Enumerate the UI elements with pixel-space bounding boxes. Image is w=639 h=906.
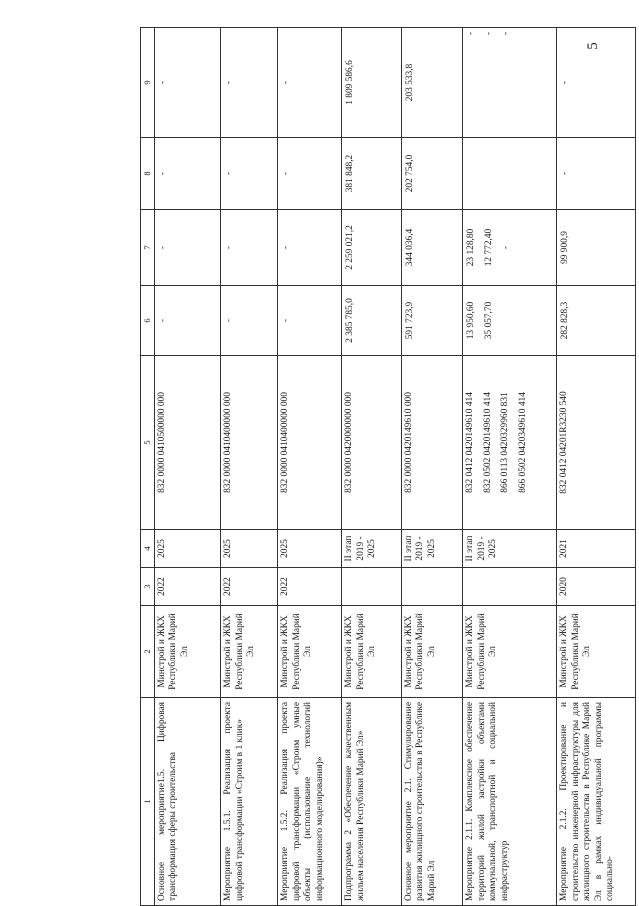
value-line: - — [466, 32, 477, 36]
value-cell-8 — [463, 138, 557, 210]
measure-name-cell: Основное мероприятие 2.1. Стимулирование развития жилищного строительства в Республике Марий Эл — [401, 698, 463, 906]
value-line: - — [501, 32, 512, 36]
period-cell: II этап 2019 - 2025 — [401, 530, 463, 568]
value-line: 23 128,80 — [466, 228, 477, 267]
value-cell-9: 1 809 586,6 — [342, 28, 401, 138]
value-cell-7 — [463, 210, 557, 286]
executor-cell: Минстрой и ЖКХ Республики Марий Эл — [557, 606, 636, 698]
value-line: 35 057,70 — [483, 301, 494, 340]
col-header-7: 7 — [141, 210, 155, 286]
value-cell-9: - — [278, 28, 342, 138]
budget-code-cell — [342, 356, 401, 530]
measure-name-cell: Основное мероприятие1.5. Цифровая трансформация сферы строительства — [155, 698, 221, 906]
start-year-cell: 2022 — [278, 568, 342, 606]
value-cell-9 — [463, 28, 557, 138]
value-cell-6 — [463, 286, 557, 356]
value-line: 13 950,60 — [466, 301, 477, 340]
value-line: - — [501, 245, 512, 250]
end-year-cell: 2025 — [155, 530, 221, 568]
measure-name-cell: Подпрограмма 2 «Обеспечение качественным жильем населения Республики Марий Эл» — [342, 698, 401, 906]
table-row — [463, 28, 557, 906]
value-cell-9: 203 533,8 — [401, 28, 463, 138]
table-row — [401, 28, 463, 906]
budget-code: 832 0000 0420000000 000 — [344, 392, 355, 493]
col-header-1: 1 — [141, 698, 155, 906]
executor-cell: Минстрой и ЖКХ Республики Марий Эл — [278, 606, 342, 698]
budget-code-cell — [278, 356, 342, 530]
budget-code: 832 0412 04201R3230 540 — [559, 391, 570, 494]
measure-name-cell: Мероприятие 1.5.1. Реализация проекта цифровой трансформации «Строим в 1 клик» — [221, 698, 278, 906]
end-year-cell: 2021 — [557, 530, 636, 568]
value-cell-8: - — [557, 138, 636, 210]
program-financing-table — [140, 27, 636, 906]
budget-code: 866 0502 0420349610 414 — [517, 392, 528, 493]
end-year-cell: 2025 — [278, 530, 342, 568]
col-header-8: 8 — [141, 138, 155, 210]
col-header-5: 5 — [141, 356, 155, 530]
budget-code: 832 0000 0410400000 000 — [280, 392, 291, 493]
table-row — [342, 28, 401, 906]
value-cell-6: - — [221, 286, 278, 356]
value-cell-7: - — [221, 210, 278, 286]
start-year-cell: 2020 — [557, 568, 636, 606]
page-number: 5 — [585, 42, 601, 50]
value-cell-7: 2 259 021,2 — [342, 210, 401, 286]
measure-name-cell: Мероприятие 2.1.2. Проектирование и строительство инженерной инфраструктуры для жилищного строительства в Республике Марий Эл в рамках индивидуальной программы социально- — [557, 698, 636, 906]
budget-code-cell — [557, 356, 636, 530]
budget-code: 832 0000 0410400000 000 — [223, 392, 234, 493]
table-row — [221, 28, 278, 906]
period-cell: II этап 2019 - 2025 — [463, 530, 557, 568]
start-year-cell — [463, 568, 557, 606]
value-cell-8: - — [221, 138, 278, 210]
start-year-cell — [342, 568, 401, 606]
measure-name-cell: Мероприятие 2.1.1. Комплексное обеспечение территорий жилой застройки объектами коммунальной, транспортной и социальной инфраструктур — [463, 698, 557, 906]
rotated-table-wrapper — [140, 28, 636, 906]
value-cell-9: - — [155, 28, 221, 138]
budget-code: 866 0113 0420329960 831 — [500, 392, 511, 493]
executor-cell: Минстрой и ЖКХ Республики Марий Эл — [342, 606, 401, 698]
value-cell-6: 2 385 785,0 — [342, 286, 401, 356]
col-header-6: 6 — [141, 286, 155, 356]
value-cell-7: - — [155, 210, 221, 286]
budget-code-cell — [155, 356, 221, 530]
value-cell-6: 282 828,3 — [557, 286, 636, 356]
value-line: - — [483, 32, 494, 36]
budget-code: 832 0502 0420149610 414 — [482, 392, 493, 493]
budget-code-cell — [463, 356, 557, 530]
value-line: 12 772,40 — [483, 228, 494, 267]
col-header-3: 3 — [141, 568, 155, 606]
end-year-cell: 2025 — [221, 530, 278, 568]
budget-code-cell — [221, 356, 278, 530]
value-cell-6: - — [155, 286, 221, 356]
table-row — [278, 28, 342, 906]
value-cell-9: - — [221, 28, 278, 138]
col-header-4: 4 — [141, 530, 155, 568]
value-cell-8: 381 848,2 — [342, 138, 401, 210]
start-year-cell — [401, 568, 463, 606]
col-header-2: 2 — [141, 606, 155, 698]
executor-cell: Минстрой и ЖКХ Республики Марий Эл — [221, 606, 278, 698]
start-year-cell: 2022 — [221, 568, 278, 606]
budget-code-cell — [401, 356, 463, 530]
budget-code: 832 0412 0420149610 414 — [465, 392, 476, 493]
value-cell-7: 99 900,9 — [557, 210, 636, 286]
value-cell-7: - — [278, 210, 342, 286]
executor-cell: Минстрой и ЖКХ Республики Марий Эл — [401, 606, 463, 698]
table-row — [557, 28, 636, 906]
header-row — [141, 28, 155, 906]
value-cell-8: 202 754,0 — [401, 138, 463, 210]
budget-code: 832 0000 0410500000 000 — [157, 392, 167, 493]
value-cell-7: 344 036,4 — [401, 210, 463, 286]
executor-cell: Минстрой и ЖКХ Республики Марий Эл — [463, 606, 557, 698]
col-header-9: 9 — [141, 28, 155, 138]
value-cell-9: - — [557, 28, 636, 138]
value-cell-8: - — [155, 138, 221, 210]
value-cell-6: - — [278, 286, 342, 356]
value-cell-6: 591 723,9 — [401, 286, 463, 356]
value-cell-8: - — [278, 138, 342, 210]
table-row — [155, 28, 221, 906]
start-year-cell: 2022 — [155, 568, 221, 606]
measure-name-cell: Мероприятие 1.5.2. Реализация проекта цифровой трансформации «Строим умные объекты (использование технологий информационного моделирования)» — [278, 698, 342, 906]
period-cell: II этап 2019 - 2025 — [342, 530, 401, 568]
budget-code: 832 0000 0420149610 000 — [403, 392, 414, 493]
executor-cell: Минстрой и ЖКХ Республики Марий Эл — [155, 606, 221, 698]
